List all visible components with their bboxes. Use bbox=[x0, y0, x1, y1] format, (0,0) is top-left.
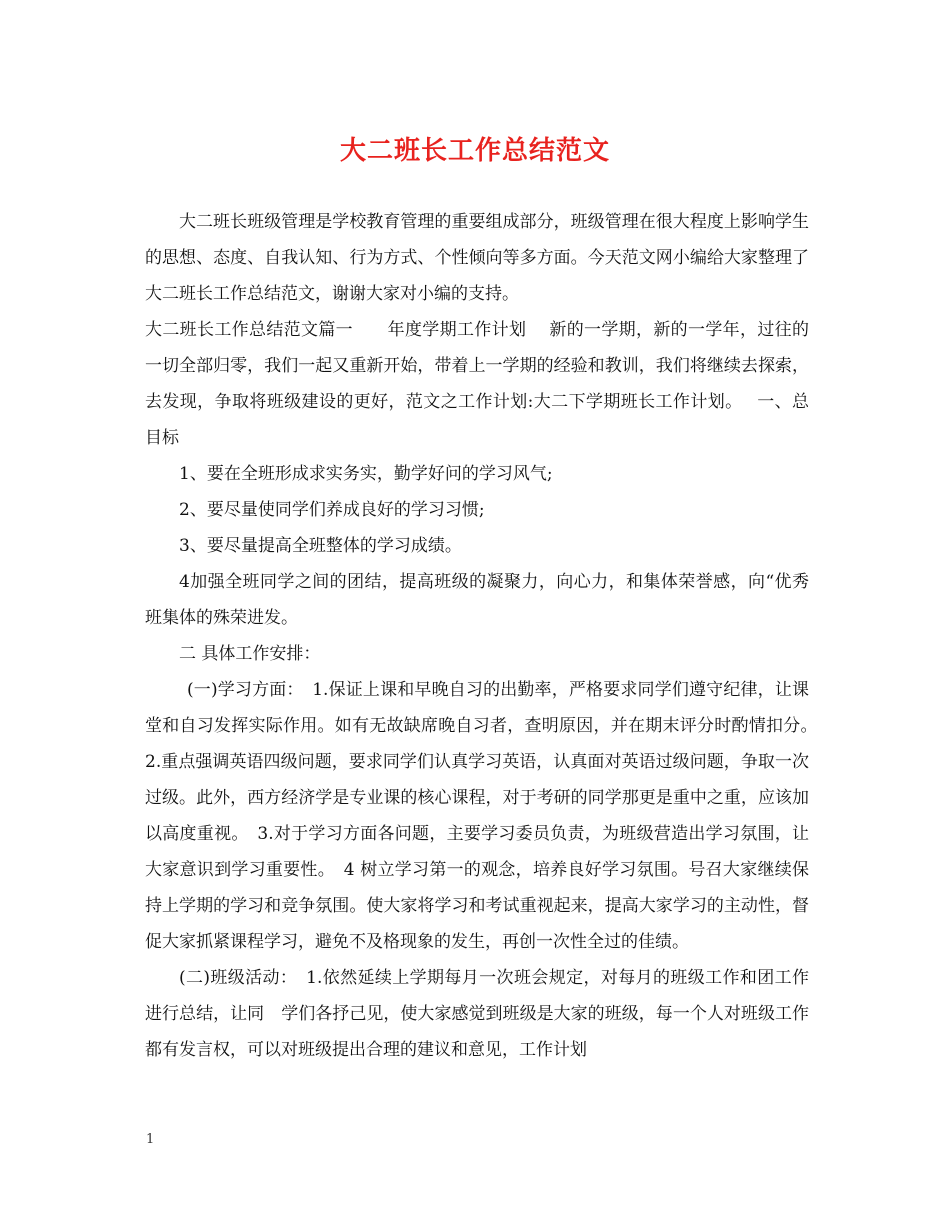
section-heading-arrangements: 二 具体工作安排： bbox=[179, 644, 321, 664]
page-number: 1 bbox=[146, 1132, 155, 1147]
document-title: 大二班长工作总结范文 bbox=[339, 136, 610, 166]
goal-item-4: 4加强全班同学之间的团结，提高班级的凝聚力，向心力，和集体荣誉感，向“优秀班集体的殊荣进发。 bbox=[145, 572, 809, 628]
goal-item-3: 3、要尽量提高全班整体的学习成绩。 bbox=[179, 536, 462, 556]
class-activities-paragraph: (二)班级活动： 1.依然延续上学期每月一次班会规定，对每月的班级工作和团工作进行总结，让同 学们各抒己见，使大家感觉到班级是大家的班级，每一个人对班级工作都有发言权，可以对班级提出合理的建议和意见，工作计划 bbox=[145, 968, 809, 1060]
document-body bbox=[145, 204, 826, 1068]
intro-paragraph: 大二班长班级管理是学校教育管理的重要组成部分，班级管理在很大程度上影响学生的思想、态度、自我认知、行为方式、个性倾向等多方面。今天范文网小编给大家整理了大二班长工作总结范文，谢谢大家对小编的支持。 bbox=[145, 212, 809, 304]
study-section-paragraph: (一)学习方面： 1.保证上课和早晚自习的出勤率，严格要求同学们遵守纪律，让课堂和自习发挥实际作用。如有无故缺席晚自习者，查明原因，并在期末评分时酌情扣分。 2.重点强调英语四级问题，要求同学们认真学习英语，认真面对英语过级问题，争取一次过级。此外，西方经济学是专业课的核心课程，对于考研的同学那更是重中之重，应该加以高度重视。 3.对于学习方面各问题，主要学习委员负责，为班级营造出学习氛围，让大家意识到学习重要性。 4 树立学习第一的观念，培养良好学习氛围。号召大家继续保持上学期的学习和竞争氛围。使大家将学习和考试重视起来，提高大家学习的主动性，督促大家抓紧课程学习，避免不及格现象的发生，再创一次性全过的佳绩。 bbox=[145, 680, 826, 952]
plan-paragraph: 大二班长工作总结范文篇一 年度学期工作计划 新的一学期，新的一学年，过往的一切全部归零，我们一起又重新开始，带着上一学期的经验和教训，我们将继续去探索，去发现，争取将班级建设的更好，范文之工作计划:大二下学期班长工作计划。 一、总目标 bbox=[145, 320, 809, 448]
goal-item-1: 1、要在全班形成求实务实，勤学好问的学习风气; bbox=[179, 464, 553, 484]
goal-item-2: 2、要尽量使同学们养成良好的学习习惯; bbox=[179, 500, 485, 520]
